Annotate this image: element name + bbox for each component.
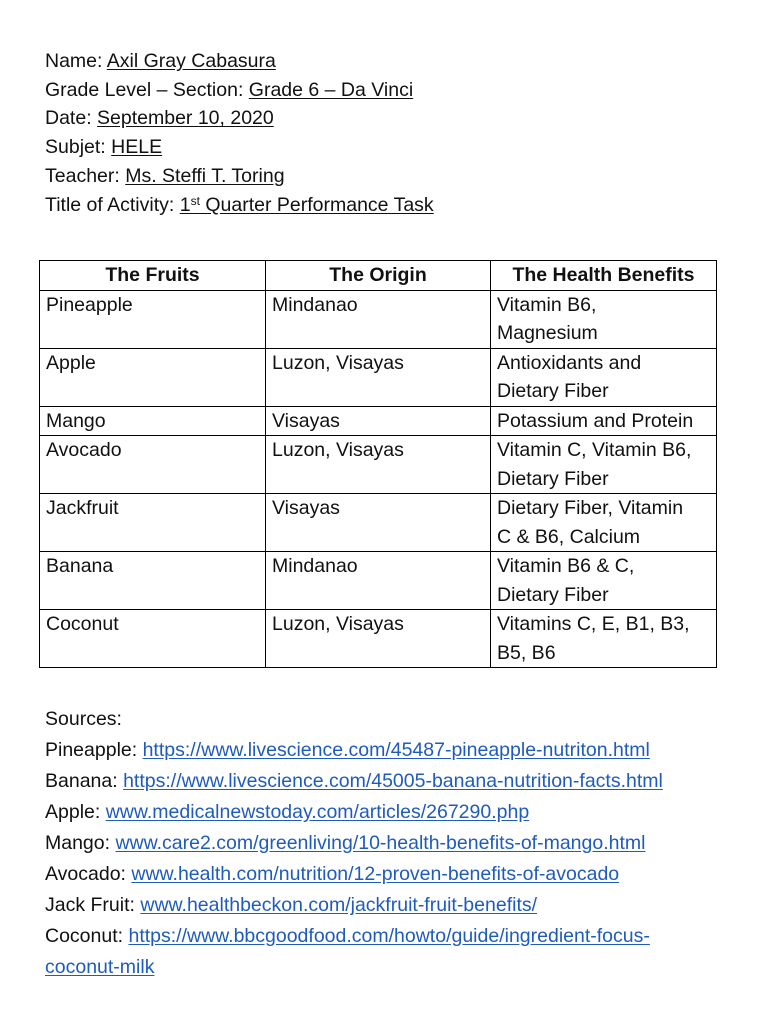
origin-cell: Visayas <box>266 406 491 436</box>
source-link[interactable]: www.medicalnewstoday.com/articles/267290.php <box>105 801 530 823</box>
source-item <box>45 735 745 766</box>
benefits-line: C & B6, Calcium <box>497 525 641 548</box>
date-value: September 10, 2020 <box>97 107 274 130</box>
table-row <box>40 494 717 552</box>
fruit-cell: Apple <box>40 348 266 406</box>
benefits-line: Vitamin B6, <box>497 293 597 316</box>
table-row <box>40 348 717 406</box>
benefits-cell <box>491 290 717 348</box>
source-item <box>45 890 745 921</box>
activity-line <box>45 191 434 220</box>
source-item <box>45 797 745 828</box>
source-label: Jack Fruit: <box>45 894 141 916</box>
benefits-line: Vitamins C, E, B1, B3, <box>497 613 690 635</box>
activity-number: 1 <box>179 193 191 216</box>
origin-cell: Mindanao <box>266 552 491 610</box>
sources-section <box>45 704 745 983</box>
activity-superscript: st <box>190 193 200 208</box>
origin-cell: Luzon, Visayas <box>266 436 491 494</box>
activity-label: Title of Activity: <box>45 193 180 216</box>
subject-value: HELE <box>111 136 163 159</box>
grade-label: Grade Level – Section: <box>45 78 249 101</box>
benefits-line: Vitamin C, Vitamin B6, <box>497 439 692 461</box>
source-item-continued <box>45 952 745 983</box>
column-header-fruits: The Fruits <box>40 261 266 291</box>
student-info-header <box>45 47 434 219</box>
origin-cell: Visayas <box>266 494 491 552</box>
benefits-line: Vitamin B6 & C, <box>497 555 635 577</box>
table-header-row <box>40 261 717 291</box>
source-item <box>45 921 745 952</box>
date-label: Date: <box>45 107 98 130</box>
benefits-line: Dietary Fiber <box>497 583 609 606</box>
sources-title: Sources: <box>45 708 122 730</box>
grade-value: Grade 6 – Da Vinci <box>248 78 414 101</box>
fruit-cell: Avocado <box>40 436 266 494</box>
benefits-line: Potassium and Protein <box>497 409 694 432</box>
benefits-cell <box>491 552 717 610</box>
origin-cell: Mindanao <box>266 290 491 348</box>
column-header-benefits: The Health Benefits <box>491 261 717 291</box>
source-label: Avocado: <box>45 863 132 885</box>
source-label: Apple: <box>45 801 106 823</box>
fruit-cell: Pineapple <box>40 290 266 348</box>
benefits-line: B5, B6 <box>497 641 556 664</box>
source-link-continued[interactable]: coconut-milk <box>45 956 155 978</box>
source-label: Coconut: <box>45 925 129 947</box>
name-line <box>45 47 434 76</box>
name-label: Name: <box>45 50 107 72</box>
benefits-line: Dietary Fiber, Vitamin <box>497 497 684 519</box>
fruits-table <box>39 260 717 668</box>
benefits-cell <box>491 494 717 552</box>
date-line <box>45 104 434 133</box>
column-header-origin: The Origin <box>266 261 491 291</box>
source-link[interactable]: https://www.livescience.com/45487-pineapple-nutriton.html <box>142 739 650 761</box>
benefits-line: Dietary Fiber <box>497 380 609 402</box>
source-label: Mango: <box>45 832 116 854</box>
source-link[interactable]: www.care2.com/greenliving/10-health-benefits-of-mango.html <box>115 832 646 854</box>
activity-value <box>180 194 434 216</box>
source-label: Banana: <box>45 770 124 792</box>
teacher-label: Teacher: <box>45 164 126 187</box>
table-row <box>40 290 717 348</box>
source-item <box>45 766 745 797</box>
benefits-cell <box>491 610 717 668</box>
fruit-cell: Banana <box>40 552 266 610</box>
benefits-line: Magnesium <box>497 322 598 344</box>
source-link[interactable]: https://www.bbcgoodfood.com/howto/guide/ingredient-focus- <box>128 925 650 947</box>
benefits-cell <box>491 406 717 436</box>
source-link[interactable]: www.health.com/nutrition/12-proven-benefits-of-avocado <box>131 863 620 885</box>
benefits-cell <box>491 348 717 406</box>
name-value: Axil Gray Cabasura <box>106 50 276 72</box>
source-label: Pineapple: <box>45 739 143 761</box>
origin-cell: Luzon, Visayas <box>266 610 491 668</box>
benefits-cell <box>491 436 717 494</box>
fruit-cell: Jackfruit <box>40 494 266 552</box>
table-row <box>40 436 717 494</box>
table-row <box>40 406 717 436</box>
subject-line <box>45 133 434 162</box>
fruit-cell: Coconut <box>40 610 266 668</box>
benefits-line: Antioxidants and <box>497 351 642 374</box>
fruit-cell: Mango <box>40 406 266 436</box>
table-row <box>40 610 717 668</box>
source-item <box>45 859 745 890</box>
teacher-value: Ms. Steffi T. Toring <box>125 164 285 187</box>
source-link[interactable]: www.healthbeckon.com/jackfruit-fruit-benefits/ <box>140 894 538 916</box>
subject-label: Subjet: <box>45 136 112 159</box>
source-link[interactable]: https://www.livescience.com/45005-banana-nutrition-facts.html <box>123 770 663 792</box>
origin-cell: Luzon, Visayas <box>266 348 491 406</box>
table-row <box>40 552 717 610</box>
benefits-line: Dietary Fiber <box>497 467 609 490</box>
source-item <box>45 828 745 859</box>
grade-line <box>45 76 434 105</box>
activity-rest: Quarter Performance Task <box>199 193 434 216</box>
teacher-line <box>45 162 434 191</box>
